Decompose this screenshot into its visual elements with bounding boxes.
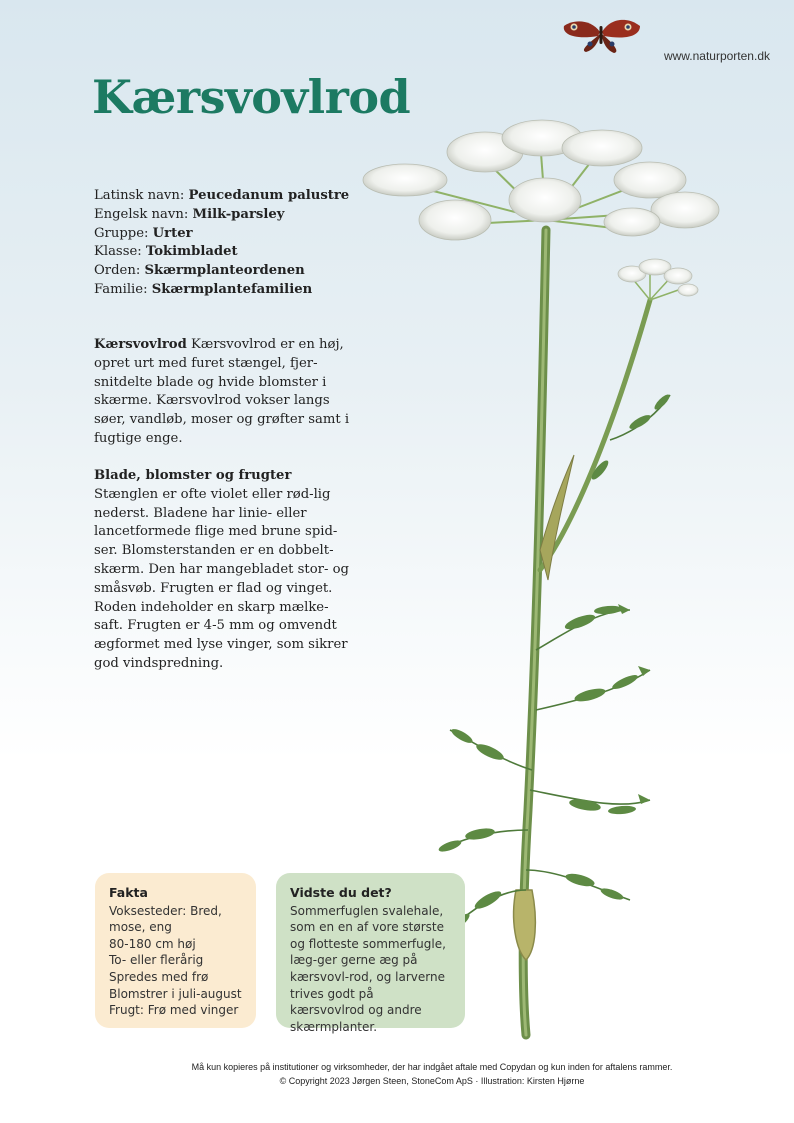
taxonomy-list <box>94 187 394 300</box>
fakta-line: mose, eng <box>109 920 172 935</box>
fakta-heading: Fakta <box>109 885 148 900</box>
butterfly-logo-icon <box>560 14 642 54</box>
site-url[interactable]: www.naturporten.dk <box>663 49 770 63</box>
intro-paragraph <box>94 336 352 449</box>
fakta-line: Voksesteder: Bred, <box>109 903 222 918</box>
taxonomy-group: Gruppe: Urter <box>94 225 193 241</box>
intro-body: Kærsvovlrod er en høj, opret urt med furet stængel, fjer-snitdelte blade og hvide blomster i skærme. Kærsvovlrod vokser langs søer, vandløb, moser og grøfter samt i fugtige enge. <box>94 337 350 446</box>
intro-lead: Kærsvovlrod <box>94 337 187 352</box>
copyright-notice: Må kun kopieres på institutioner og virksomheder, der har indgået aftale med Copydan og kun inden for aftalens rammer. <box>191 1062 673 1072</box>
fakta-line: 80-180 cm høj <box>109 936 196 951</box>
leaves-flowers-section <box>94 467 352 674</box>
fakta-line: Spredes med frø <box>109 969 209 984</box>
taxonomy-english: Engelsk navn: Milk-parsley <box>94 206 285 222</box>
did-you-know-box <box>276 873 465 1034</box>
taxonomy-family: Familie: Skærmplantefamilien <box>94 281 313 297</box>
did-you-know-heading: Vidste du det? <box>290 885 392 900</box>
page-title: Kærsvovlrod <box>92 70 411 124</box>
taxonomy-latin: Latinsk navn: Peucedanum palustre <box>94 188 350 203</box>
fakta-line: Frugt: Frø med vinger <box>109 1003 239 1018</box>
fakta-box <box>95 873 256 1028</box>
section-body: Stænglen er ofte violet eller rød-lig nederst. Bladene har linie- eller lancetformede flige med brune spid-ser. Blomsterstanden er en dobbelt-skærm. Den har mangebladet stor- og småsvøb. Frugten er flad og vinget. Roden indeholder en skarp mælke-saft. Frugten er 4-5 mm og omvendt ægformet med lyse vinger, som sikrer god vindspredning. <box>94 486 349 671</box>
taxonomy-order: Orden: Skærmplanteordenen <box>94 263 305 279</box>
taxonomy-class: Klasse: Tokimbladet <box>94 244 238 260</box>
fakta-line: To- eller flerårig <box>109 953 204 968</box>
fakta-line: Blomstrer i juli-august <box>109 986 242 1001</box>
copyright-credit: © Copyright 2023 Jørgen Steen, StoneCom ApS · Illustration: Kirsten Hjørne <box>279 1076 585 1086</box>
did-you-know-body: Sommerfuglen svalehale, som en en af vore største og flotteste sommerfugle, læg-ger gerne æg på kærsvovl-rod, og larverne trives godt på kærsvovlrod og andre skærmplanter. <box>290 903 446 1034</box>
section-heading: Blade, blomster og frugter <box>94 468 292 483</box>
